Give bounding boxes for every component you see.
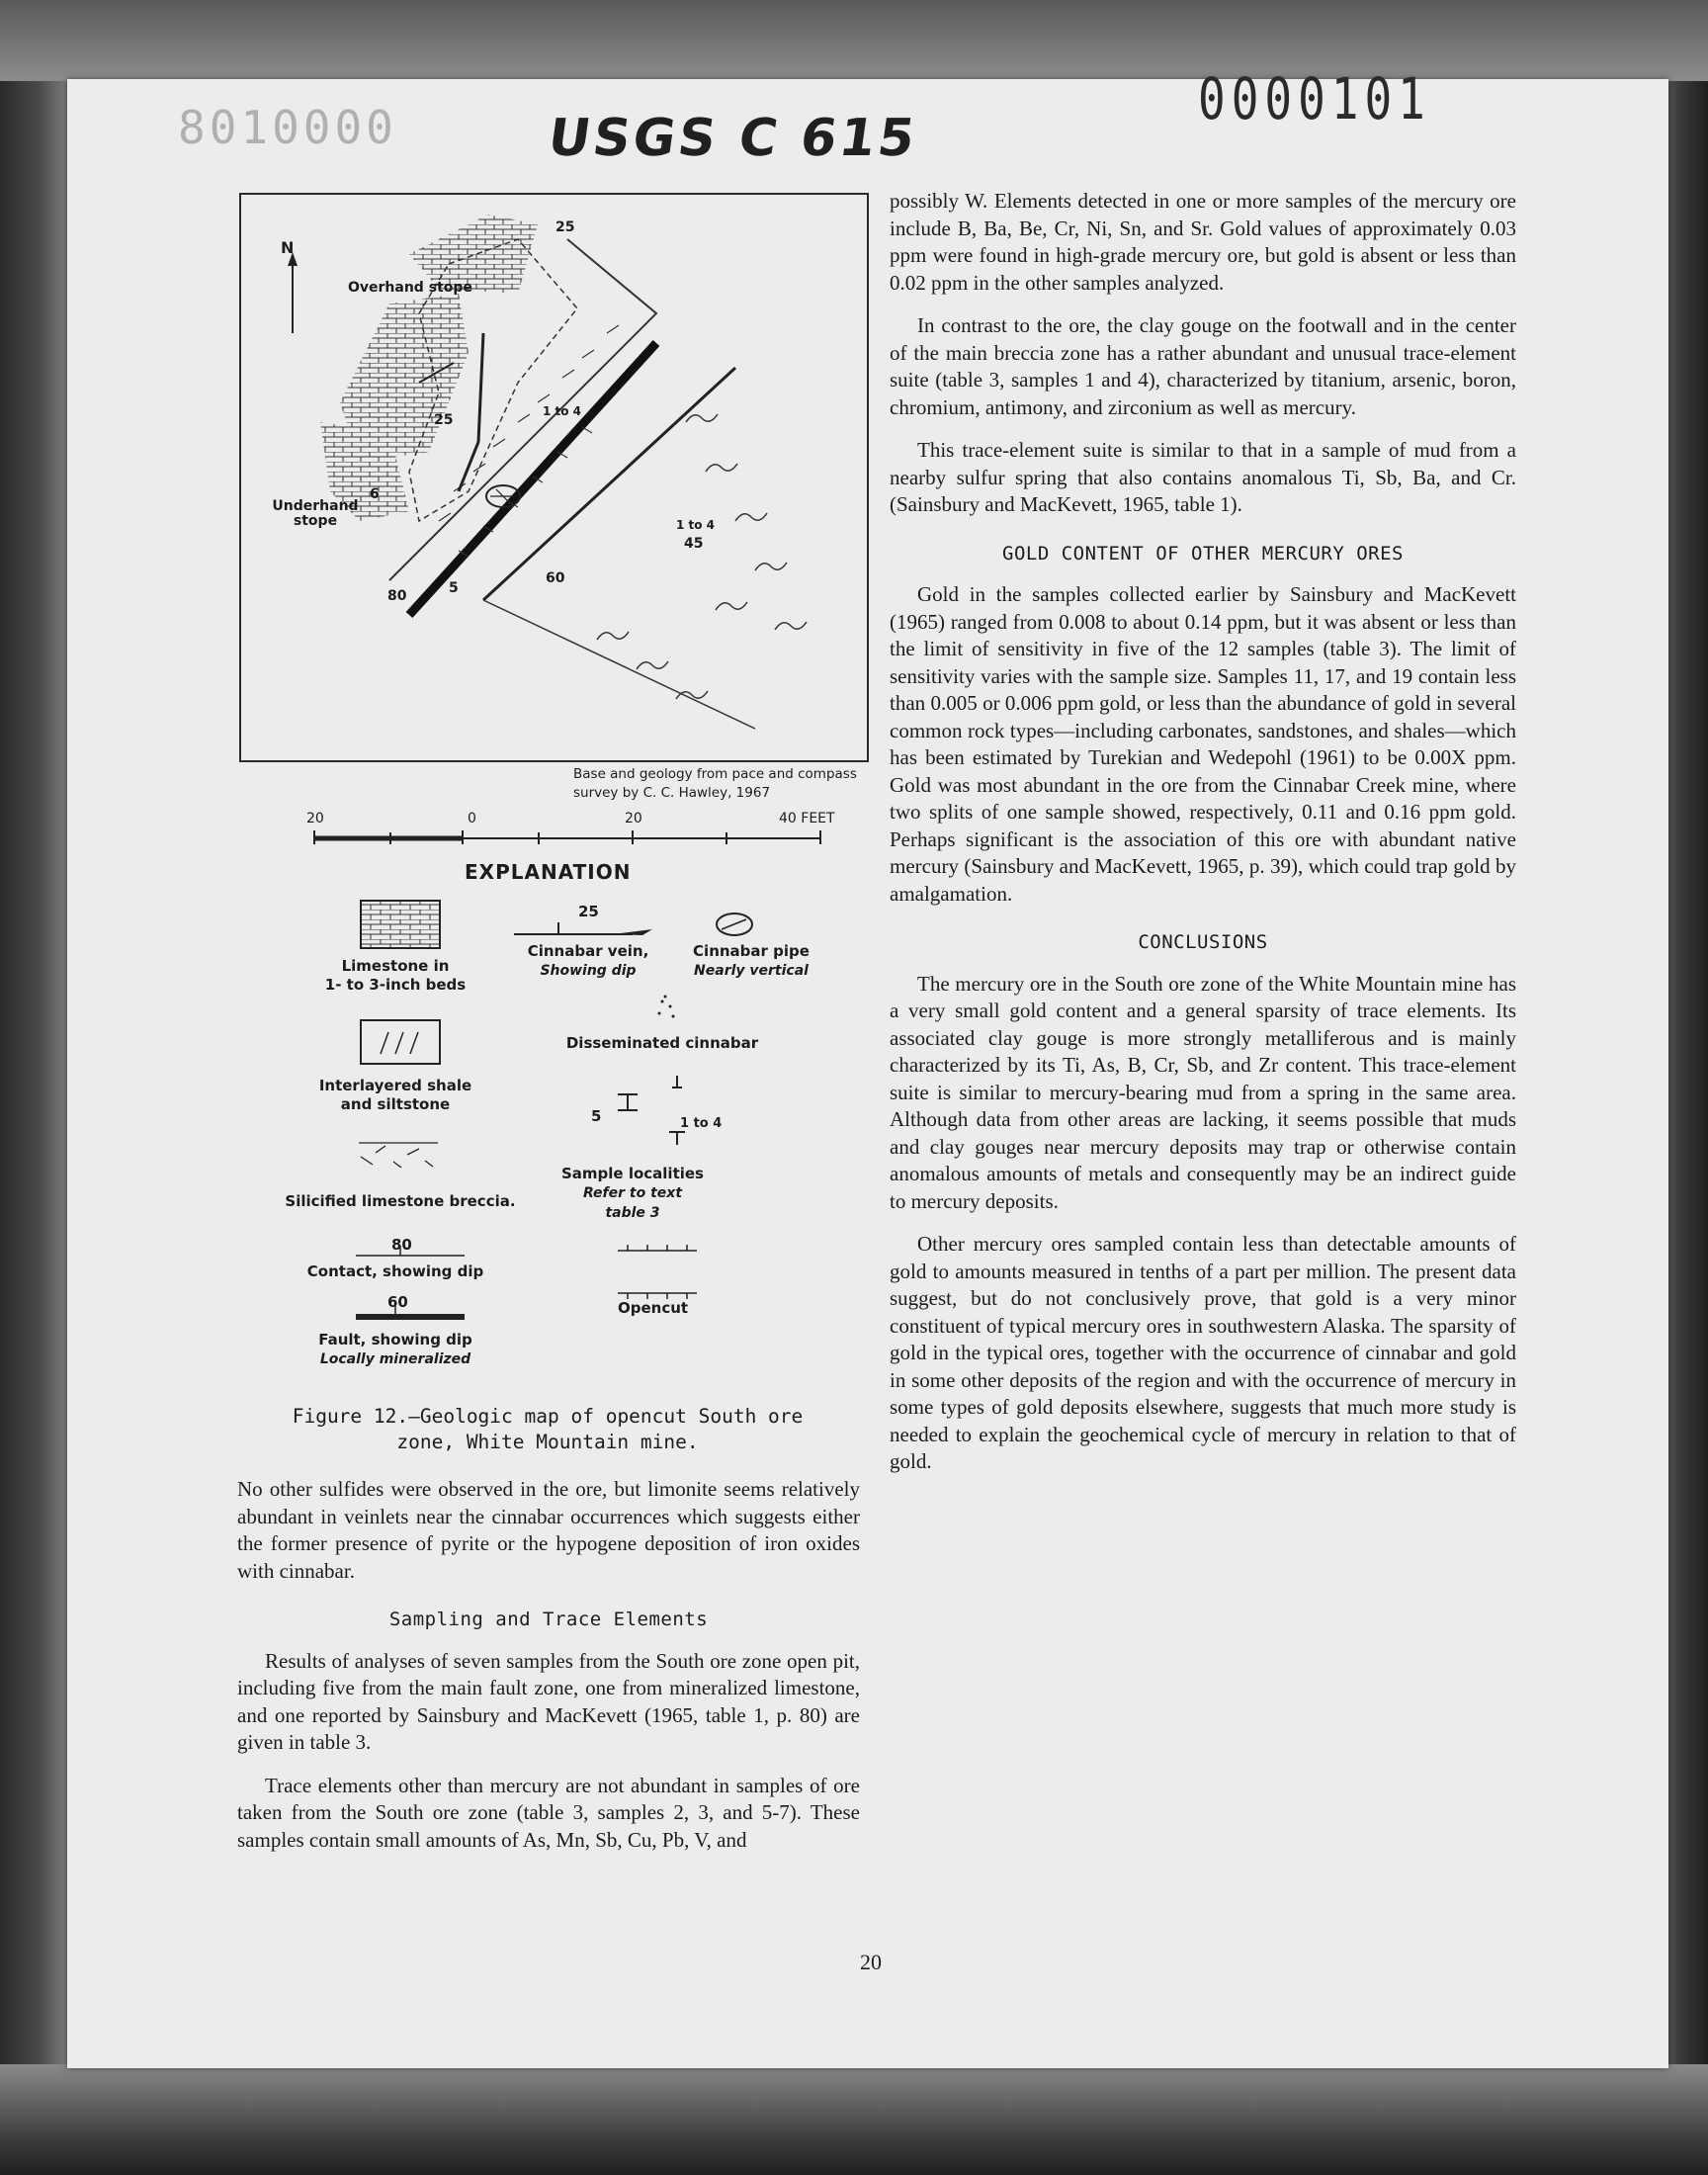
paragraph: In contrast to the ore, the clay gouge on the footwall and in the center of the main breccia zone has a rather abundant and unusual trace-element suite (table 3, samples 1 and 4), characterized by titanium, arsenic, boron, chromium, antimony, and zirconium as well as mercury. [890,313,1516,419]
sample-label: 1 to 4 [543,404,582,418]
legend-disseminated: Disseminated cinnabar [565,1034,759,1052]
dip-label: 25 [555,219,575,235]
explanation-title: EXPLANATION [465,860,632,884]
scan-top-edge [0,0,1708,81]
right-column [890,188,1516,1492]
scale-bar [306,823,840,846]
scale-tick-label: 20 [625,811,642,826]
paragraph: No other sulfides were observed in the ore, but limonite seems relatively abundant in veinlets near the cinnabar occurrences which suggests either the former presence of pyrite or the hypogene deposition of iron oxides with cinnabar. [237,1477,860,1583]
paragraph: This trace-element suite is similar to that in a sample of mud from a nearby sulfur spring that also contains anomalous Ti, Sb, Ba, and Cr. (Sainsbury and MacKevett, 1965, table 1). [890,438,1516,516]
legend-fault: Fault, showing dip Locally mineralized [318,1331,472,1367]
dip-label: 60 [546,570,565,586]
legend-breccia: Silicified limestone breccia. [285,1192,516,1210]
legend-vein: Cinnabar vein, Showing dip [527,942,649,979]
paragraph: possibly W. Elements detected in one or more samples of the mercury ore include B, Ba, Be, Cr, Ni, Sn, and Sr. Gold values of approximately 0.03 ppm were found in high-grade mercury ore, but gold is absent or less than 0.02 ppm in the other samples analyzed. [890,189,1516,295]
dip-label: 45 [684,536,704,552]
paragraph: Results of analyses of seven samples from the South ore zone open pit, including five from the main fault zone, one from mineralized limestone, and one reported by Sainsbury and MacKevett (1965, table 1, p. 80) are given in table 3. [237,1648,860,1754]
paragraph: The mercury ore in the South ore zone of the White Mountain mine has a very small gold content and a general sparsity of trace elements. Its associated clay gouge is more strongly metalliferous and is mainly characterized by its Ti, As, B, Cr, Sb, and Zr content. This trace-element suite is similar to mercury-bearing mud from a spring in the same area. Although data from other areas are lacking, it seems possible that muds and clay gouges near mercury deposits may trap or otherwise contain anomalous amounts of metals and consequently may be an indirect guide to mercury deposits. [890,971,1516,1213]
scan-bottom-edge [0,2064,1708,2175]
shale-marks [597,414,807,699]
dip-label: 25 [434,412,454,428]
legend-opencut: Opencut [618,1299,689,1317]
paragraph: Trace elements other than mercury are not abundant in samples of ore taken from the South ore zone (table 3, samples 2, 3, and 5-7). These samples contain small amounts of As, Mn, Sb, Cu, Pb, V, and [237,1773,860,1852]
limestone-symbol [361,901,440,948]
section-heading: GOLD CONTENT OF OTHER MERCURY ORES [1002,542,1404,565]
geologic-map [241,195,867,760]
legend-shale: Interlayered shale and siltstone [318,1077,472,1113]
secondary-fault [483,368,735,600]
sample-label: 1 to 4 [676,518,716,532]
legend-contact-dip: 80 [391,1236,412,1254]
section-heading: Sampling and Trace Elements [388,1609,709,1630]
legend-vein-dip: 25 [578,903,599,920]
paragraph: Other mercury ores sampled contain less than detectable amounts of gold to amounts measured in tenths of a part per million. The present data suggest, but do not conclusively prove, that gold is a very minor constituent of typical mercury ores in southwestern Alaska. The sparsity of gold in the typical ores, together with the occurrence of cinnabar and gold in some other deposits of the region and with the occurrence of mercury in some types of gold deposits elsewhere, suggests that much more study is needed to explain the geochemical cycle of mercury in relation to that of gold. [890,1232,1516,1473]
legend-limestone: Limestone in 1- to 3-inch beds [324,957,467,994]
north-label: N [281,238,295,257]
legend-fault-dip: 60 [387,1293,408,1311]
scale-tick-label: 20 [306,811,324,826]
page-number: 20 [860,1950,882,1974]
legend-sample-1to4: 1 to 4 [680,1116,723,1131]
disseminated-symbol [658,996,675,1018]
dip-label: 6 [370,486,380,502]
section-heading: CONCLUSIONS [1138,931,1268,953]
scale-tick-label: 0 [468,811,476,826]
figure-caption: Figure 12.—Geologic map of opencut South ore zone, White Mountain mine. [292,1405,804,1453]
map-frame [239,193,869,762]
underhand-stope-label: Underhand stope [272,498,359,529]
faint-stamp-number: 8010000 [178,101,397,154]
page-stamp-number: 0000101 [1198,65,1431,132]
left-column [237,1476,860,1870]
legend-sample-5: 5 [591,1107,602,1125]
overhand-stope-label: Overhand stope [348,280,472,296]
dip-label: 80 [387,588,407,604]
contact-line-lower [483,600,755,729]
legend-pipe: Cinnabar pipe Nearly vertical [693,942,810,979]
legend-samples: Sample localities Refer to text table 3 [561,1165,704,1221]
legend-contact: Contact, showing dip [306,1262,484,1280]
handwritten-annotation: USGS C 615 [544,109,921,168]
map-credit: Base and geology from pace and compass survey by C. C. Hawley, 1967 [573,766,857,801]
paragraph: Gold in the samples collected earlier by Sainsbury and MacKevett (1965) ranged from 0.008 to about 0.14 ppm, but it was absent or less than the limit of sensitivity in five of the 12 samples (table 3). The limit of sensitivity varies with the sample size. Samples 11, 17, and 19 contain less than 0.005 or 0.006 ppm gold, or less than the abundance of gold in several common rock types—including carbonates, sandstones, and shales—which has been estimated by Turekian and Wedepohl (1961) to be 0.00X ppm. Gold was most abundant in the ore from the Cinnabar Creek mine, where two splits of one sample showed, respectively, 0.11 and 0.16 ppm gold. Perhaps significant is the association of this ore with abundant native mercury (Sainsbury and MacKevett, 1965, p. 39), which could trap gold by amalgamation. [890,582,1516,906]
scale-tick-label: 40 FEET [779,811,835,826]
sample-label: 5 [449,580,459,596]
